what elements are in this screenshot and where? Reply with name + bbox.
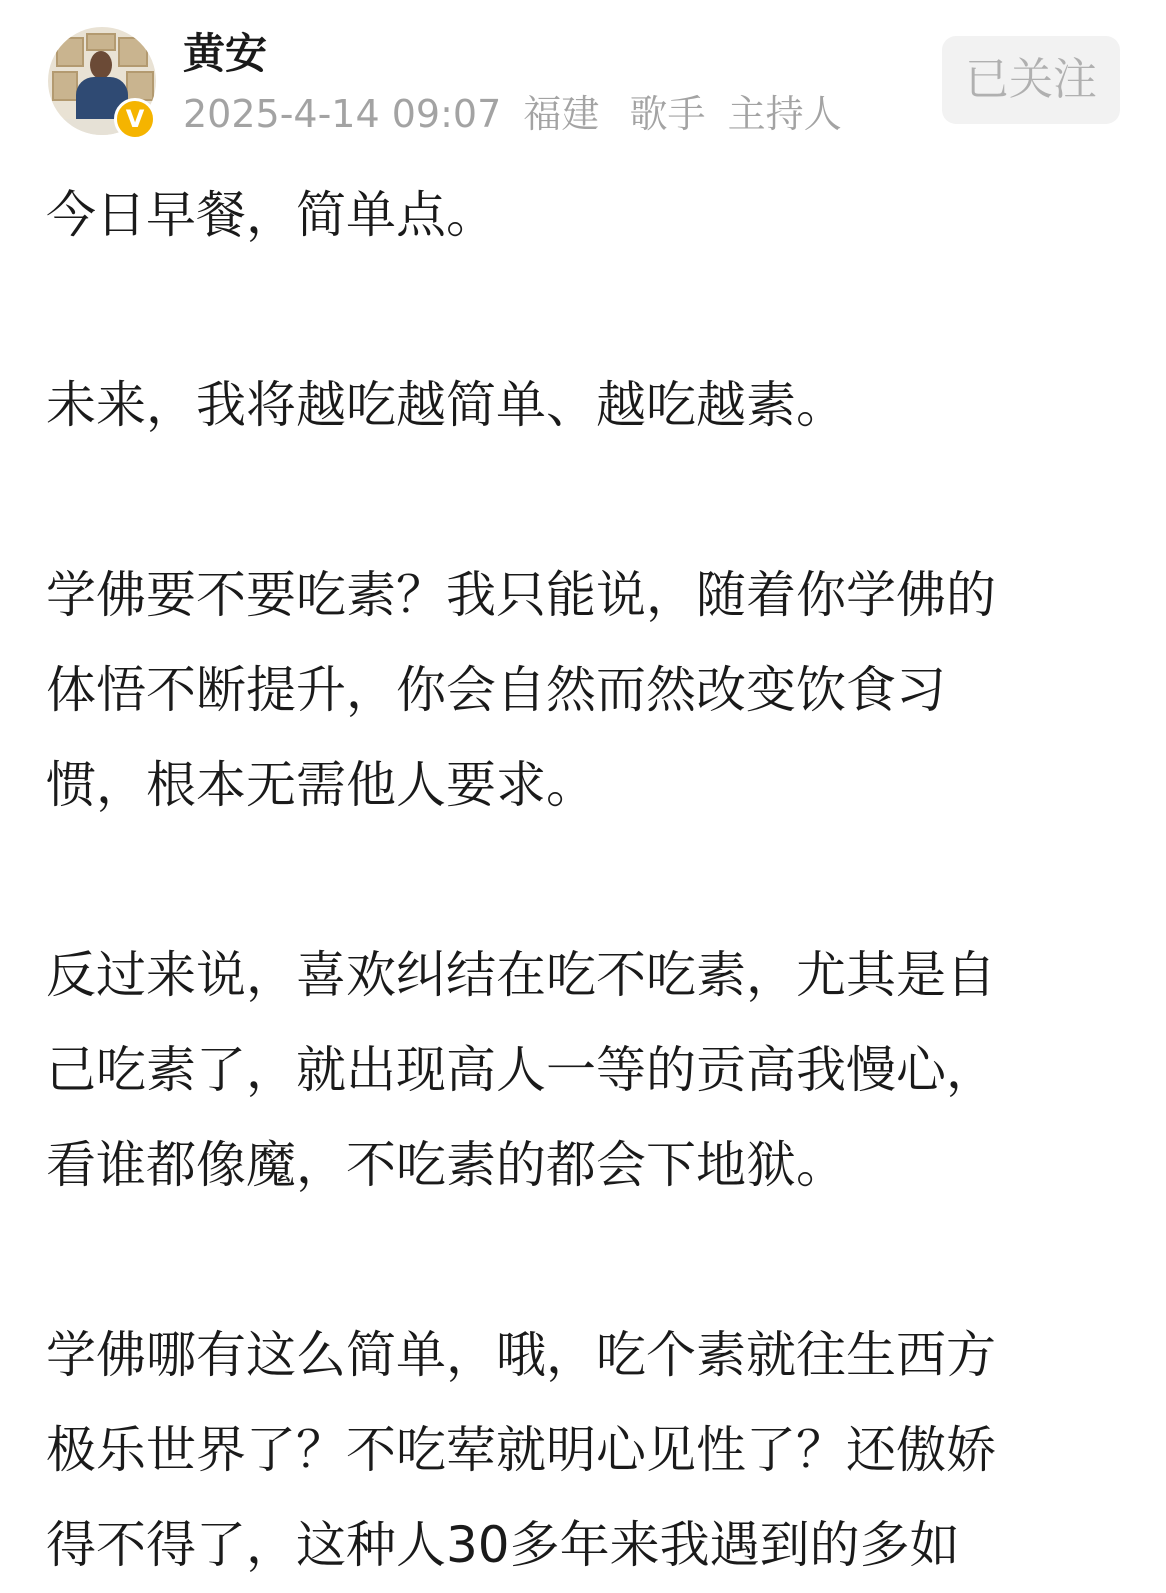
post-paragraph-line: 学佛要不要吃素？我只能说，随着你学佛的	[46, 566, 996, 624]
post-paragraph-line: 己吃素了，就出现高人一等的贡高我慢心，	[46, 1041, 996, 1099]
post-timestamp: 2025-4-14 09:07	[183, 92, 502, 136]
author-tag-host: 主持人	[727, 92, 842, 136]
post-paragraph-line: 学佛哪有这么简单，哦，吃个素就往生西方	[46, 1326, 996, 1384]
post-paragraph-line: 得不得了，这种人30多年来我遇到的多如	[46, 1516, 960, 1574]
post-paragraph-line: 体悟不断提升，你会自然而然改变饮食习	[46, 661, 946, 719]
post-header	[0, 0, 1166, 150]
post-meta	[183, 90, 860, 138]
author-tag-singer: 歌手	[629, 92, 706, 136]
username[interactable]: 黄安	[183, 29, 268, 78]
post-paragraph: 今日早餐，简单点。	[46, 186, 496, 244]
post-paragraph-line: 惯，根本无需他人要求。	[46, 756, 596, 814]
post-location: 福建	[523, 92, 600, 136]
following-button[interactable]: 已关注	[942, 36, 1120, 124]
post-paragraph-line: 极乐世界了？不吃荤就明心见性了？还傲娇	[46, 1421, 996, 1479]
person-head	[90, 51, 112, 79]
post-paragraph: 未来，我将越吃越简单、越吃越素。	[46, 376, 846, 434]
post-paragraph-line: 反过来说，喜欢纠结在吃不吃素，尤其是自	[46, 946, 996, 1004]
verified-icon: V	[114, 98, 156, 140]
post-body	[46, 168, 1126, 1593]
post-paragraph-line: 看谁都像魔，不吃素的都会下地狱。	[46, 1136, 846, 1194]
